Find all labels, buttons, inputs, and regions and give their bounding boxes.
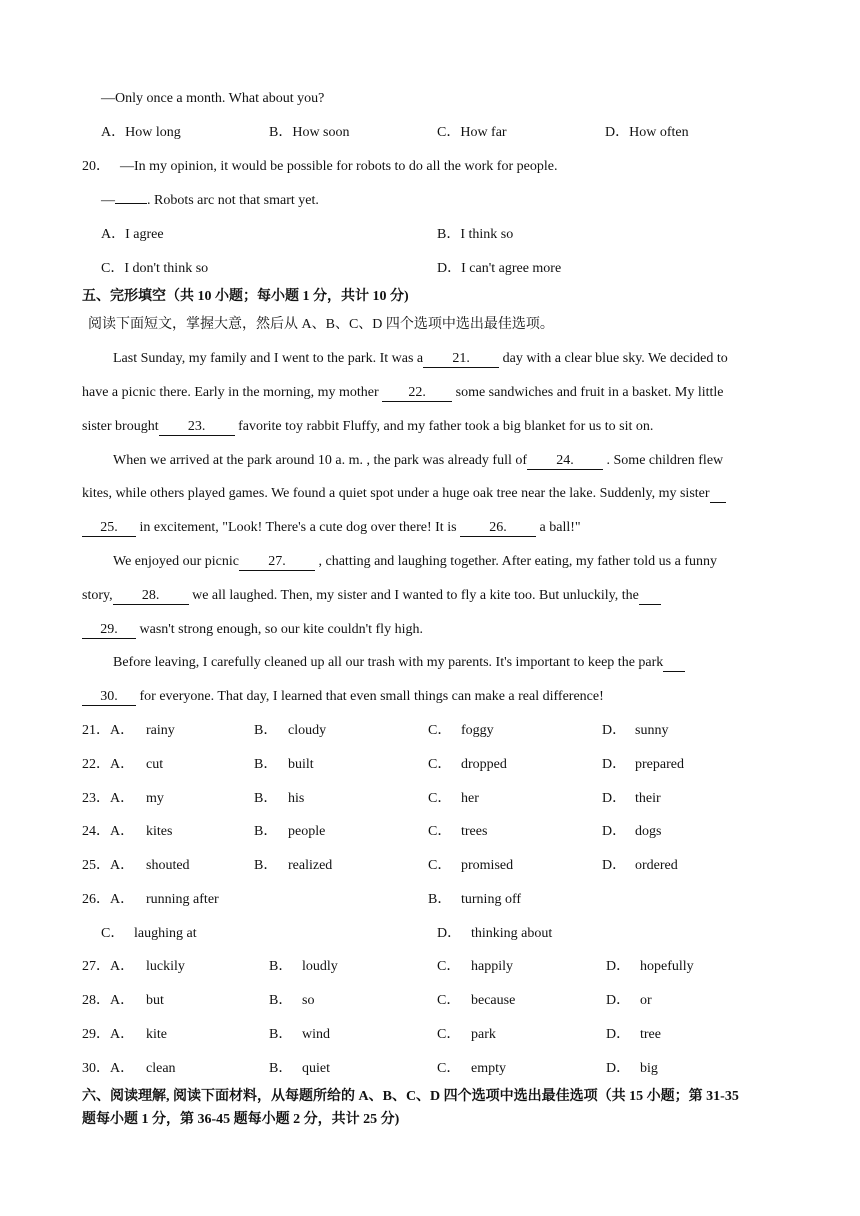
passage-text: kites, while others played games. We found a quiet spot under a huge oak tree near the lake. Suddenly, my sister xyxy=(82,486,710,501)
passage-text: a ball!" xyxy=(539,520,581,535)
option-28-c[interactable]: because xyxy=(471,993,516,1008)
option-26-a[interactable]: running after xyxy=(146,892,219,907)
letter-a: A． xyxy=(110,892,135,907)
option-28-a[interactable]: but xyxy=(146,993,164,1008)
option-row-30 xyxy=(82,1059,134,1079)
letter-c: C． xyxy=(428,824,452,839)
question-number: 22． xyxy=(82,757,110,772)
question-number: 23． xyxy=(82,791,110,806)
q19-option-b: B．How soon xyxy=(269,125,350,140)
passage-line xyxy=(82,687,604,707)
blank-27[interactable]: 27. xyxy=(239,554,315,571)
q19-dialog: —Only once a month. What about you? xyxy=(101,91,325,106)
option-24-d[interactable]: dogs xyxy=(635,824,662,839)
passage-line xyxy=(113,653,685,673)
passage-text: day with a clear blue sky. We decided to xyxy=(502,351,728,366)
option-21-b[interactable]: cloudy xyxy=(288,723,327,738)
letter-a: A． xyxy=(110,723,135,738)
passage-text: We enjoyed our picnic xyxy=(113,554,239,569)
letter-b: B． xyxy=(269,993,293,1008)
letter-c: C． xyxy=(428,858,452,873)
letter-a: A． xyxy=(110,791,135,806)
passage-line xyxy=(82,620,423,640)
passage-text: Before leaving, I carefully cleaned up all our trash with my parents. It's important to keep the park xyxy=(113,655,664,670)
letter-d: D． xyxy=(606,1061,631,1076)
question-number: 26． xyxy=(82,892,110,907)
q19-option-c: C．How far xyxy=(437,125,507,140)
option-30-b[interactable]: quiet xyxy=(302,1061,330,1076)
passage-line xyxy=(113,552,717,572)
blank-25-start[interactable] xyxy=(710,486,726,503)
option-24-b[interactable]: people xyxy=(288,824,326,839)
option-row-25 xyxy=(82,856,134,876)
blank-29[interactable]: 29. xyxy=(82,622,136,639)
q20-number: 20． xyxy=(82,159,110,174)
option-27-d[interactable]: hopefully xyxy=(640,959,694,974)
letter-d: D． xyxy=(606,959,631,974)
q20-dialog-rest: . Robots arc not that smart yet. xyxy=(147,193,319,208)
passage-text: some sandwiches and fruit in a basket. My little xyxy=(455,385,724,400)
letter-d: D． xyxy=(606,1027,631,1042)
passage-text: have a picnic there. Early in the morning, my mother xyxy=(82,385,379,400)
option-30-d[interactable]: big xyxy=(640,1061,658,1076)
option-25-c[interactable]: promised xyxy=(461,858,514,873)
letter-a: A． xyxy=(110,824,135,839)
blank-30-start[interactable] xyxy=(663,655,685,672)
passage-text: we all laughed. Then, my sister and I wanted to fly a kite too. But unluckily, the xyxy=(192,588,639,603)
letter-c: C． xyxy=(437,1027,461,1042)
question-number: 21． xyxy=(82,723,110,738)
option-27-c[interactable]: happily xyxy=(471,959,513,974)
blank-29-start[interactable] xyxy=(639,588,661,605)
passage-text: wasn't strong enough, so our kite couldn't fly high. xyxy=(139,622,423,637)
option-25-b[interactable]: realized xyxy=(288,858,333,873)
passage-text: sister brought xyxy=(82,419,159,434)
option-22-b[interactable]: built xyxy=(288,757,314,772)
option-row-22 xyxy=(82,755,134,775)
letter-d: D． xyxy=(602,858,627,873)
blank-28[interactable]: 28. xyxy=(113,588,189,605)
passage-text: . Some children flew xyxy=(606,453,724,468)
q20-answer-blank[interactable] xyxy=(115,203,147,204)
option-row-29 xyxy=(82,1025,134,1045)
passage-text: Last Sunday, my family and I went to the park. It was a xyxy=(113,351,424,366)
blank-22[interactable]: 22. xyxy=(382,385,452,402)
passage-line xyxy=(113,349,728,369)
letter-c: C． xyxy=(437,993,461,1008)
option-row-23 xyxy=(82,789,134,809)
letter-c: C． xyxy=(428,791,452,806)
letter-d: D． xyxy=(602,824,627,839)
option-row-21 xyxy=(82,721,134,741)
q20-option-d: D．I can't agree more xyxy=(437,261,562,276)
q20-stem: —In my opinion, it would be possible for robots to do all the work for people. xyxy=(120,159,558,174)
section6-heading-line1: 六、阅读理解, 阅读下面材料，从每题所给的 A、B、C、D 四个选项中选出最佳选项（共 15 小题；第 31-35 xyxy=(82,1089,739,1104)
letter-b: B． xyxy=(254,757,278,772)
letter-b: B． xyxy=(254,723,278,738)
option-26-b[interactable]: turning off xyxy=(461,892,522,907)
option-23-d[interactable]: their xyxy=(635,791,661,806)
letter-c: C． xyxy=(437,959,461,974)
option-27-b[interactable]: loudly xyxy=(302,959,338,974)
option-22-a[interactable]: cut xyxy=(146,757,164,772)
option-29-d[interactable]: tree xyxy=(640,1027,661,1042)
letter-c: C． xyxy=(428,757,452,772)
passage-line xyxy=(113,451,723,471)
blank-24[interactable]: 24. xyxy=(527,453,603,470)
letter-d: D． xyxy=(602,757,627,772)
q20-dialog-prefix: — xyxy=(101,193,115,208)
option-26-c[interactable]: laughing at xyxy=(134,926,197,941)
passage-line xyxy=(82,383,724,403)
passage-text: story, xyxy=(82,588,113,603)
section6-heading-line2: 题每小题 1 分，第 36-45 题每小题 2 分，共计 25 分) xyxy=(82,1112,400,1127)
letter-a: A． xyxy=(110,757,135,772)
q19-option-d: D．How often xyxy=(605,125,689,140)
letter-a: A． xyxy=(110,858,135,873)
letter-a: A． xyxy=(110,1027,135,1042)
option-29-a[interactable]: kite xyxy=(146,1027,167,1042)
letter-b: B． xyxy=(428,892,452,907)
passage-text: in excitement, "Look! There's a cute dog over there! It is xyxy=(139,520,457,535)
option-25-d[interactable]: ordered xyxy=(635,858,678,873)
question-number: 27． xyxy=(82,959,110,974)
passage-text: , chatting and laughing together. After eating, my father told us a funny xyxy=(318,554,718,569)
passage-line xyxy=(82,417,653,437)
option-21-c[interactable]: foggy xyxy=(461,723,494,738)
question-number: 25． xyxy=(82,858,110,873)
letter-d: D． xyxy=(602,723,627,738)
letter-d: D． xyxy=(602,791,627,806)
letter-b: B． xyxy=(254,858,278,873)
option-29-b[interactable]: wind xyxy=(302,1027,330,1042)
letter-b: B． xyxy=(254,824,278,839)
letter-a: A． xyxy=(110,993,135,1008)
option-21-a[interactable]: rainy xyxy=(146,723,175,738)
option-24-c[interactable]: trees xyxy=(461,824,488,839)
letter-d: D． xyxy=(437,926,462,941)
passage-line xyxy=(82,484,726,504)
q20-dialog xyxy=(101,191,319,211)
option-25-a[interactable]: shouted xyxy=(146,858,190,873)
letter-b: B． xyxy=(269,1061,293,1076)
question-number: 29． xyxy=(82,1027,110,1042)
option-27-a[interactable]: luckily xyxy=(146,959,185,974)
passage-text: for everyone. That day, I learned that even small things can make a real difference! xyxy=(139,689,604,704)
question-number: 28． xyxy=(82,993,110,1008)
letter-c: C． xyxy=(428,723,452,738)
q20-option-a: A．I agree xyxy=(101,227,164,242)
letter-d: D． xyxy=(606,993,631,1008)
option-23-c[interactable]: her xyxy=(461,791,479,806)
letter-b: B． xyxy=(269,1027,293,1042)
q19-option-a: A．How long xyxy=(101,125,181,140)
passage-text: When we arrived at the park around 10 a. m. , the park was already full of xyxy=(113,453,528,468)
blank-26[interactable]: 26. xyxy=(460,520,536,537)
section5-heading: 五、完形填空（共 10 小题；每小题 1 分，共计 10 分) xyxy=(82,289,409,304)
option-30-c[interactable]: empty xyxy=(471,1061,506,1076)
option-21-d[interactable]: sunny xyxy=(635,723,669,738)
option-row-27 xyxy=(82,957,134,977)
blank-30[interactable]: 30. xyxy=(82,689,136,706)
option-30-a[interactable]: clean xyxy=(146,1061,176,1076)
question-number: 30． xyxy=(82,1061,110,1076)
option-29-c[interactable]: park xyxy=(471,1027,496,1042)
letter-a: A． xyxy=(110,1061,135,1076)
option-28-d[interactable]: or xyxy=(640,993,652,1008)
option-23-b[interactable]: his xyxy=(288,791,305,806)
letter-c: C． xyxy=(437,1061,461,1076)
option-26-d[interactable]: thinking about xyxy=(471,926,553,941)
letter-b: B． xyxy=(269,959,293,974)
option-28-b[interactable]: so xyxy=(302,993,315,1008)
letter-b: B． xyxy=(254,791,278,806)
option-22-d[interactable]: prepared xyxy=(635,757,684,772)
letter-a: A． xyxy=(110,959,135,974)
letter-c: C． xyxy=(101,926,125,941)
option-row-26 xyxy=(82,890,134,910)
blank-25[interactable]: 25. xyxy=(82,520,136,537)
option-row-28 xyxy=(82,991,134,1011)
q20-option-b: B．I think so xyxy=(437,227,514,242)
option-22-c[interactable]: dropped xyxy=(461,757,507,772)
option-row-24 xyxy=(82,822,134,842)
passage-text: favorite toy rabbit Fluffy, and my father took a big blanket for us to sit on. xyxy=(238,419,654,434)
passage-line xyxy=(82,586,661,606)
blank-21[interactable]: 21. xyxy=(423,351,499,368)
option-23-a[interactable]: my xyxy=(146,791,164,806)
passage-line xyxy=(82,518,581,538)
option-24-a[interactable]: kites xyxy=(146,824,173,839)
question-number: 24． xyxy=(82,824,110,839)
section5-instruction: 阅读下面短文，掌握大意，然后从 A、B、C、D 四个选项中选出最佳选项。 xyxy=(88,317,554,332)
q20-option-c: C．I don't think so xyxy=(101,261,209,276)
blank-23[interactable]: 23. xyxy=(159,419,235,436)
